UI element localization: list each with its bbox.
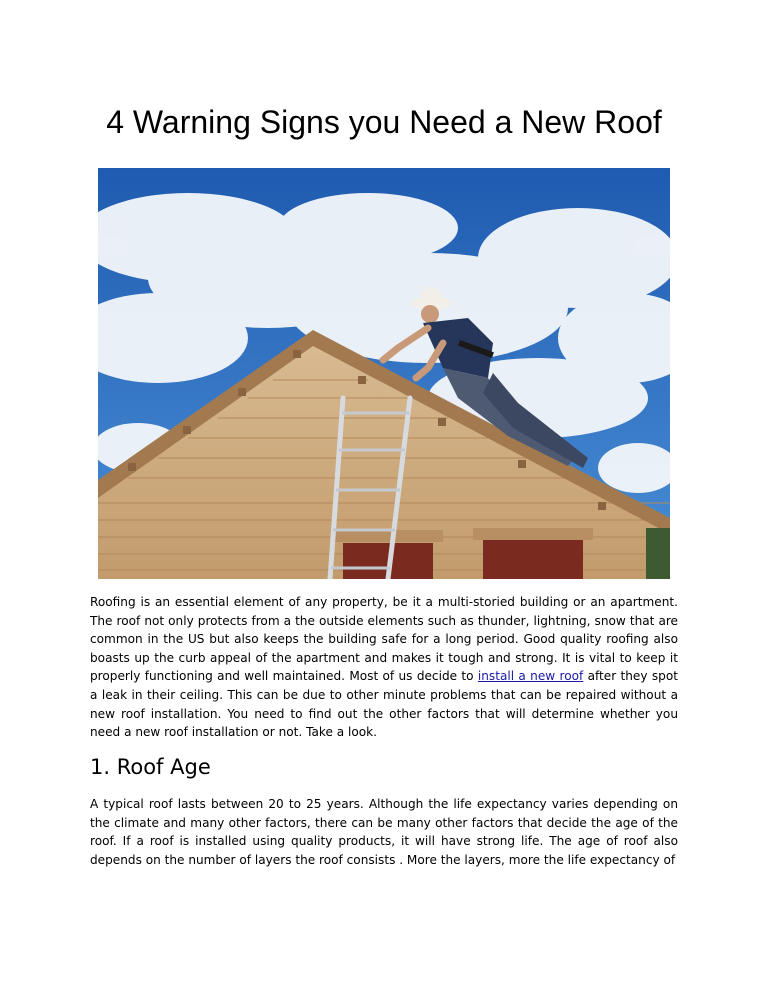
hero-image: [98, 168, 670, 579]
section-heading-roof-age: 1. Roof Age: [90, 755, 211, 779]
page-title: 4 Warning Signs you Need a New Roof: [106, 104, 662, 140]
intro-text-before-link: Roofing is an essential element of any property, be it a multi-storied building or an apartment. The roof not only protects from a the outside elements such as thunder, lightning, snow that are common in the US but also keeps the building safe for a long period. Good quality roofing also boasts up the curb appeal of the apartment and makes it tough and strong. It is vital to keep it properly functioning and well maintained. Most of us decide to: [90, 595, 678, 684]
install-new-roof-link[interactable]: install a new roof: [477, 669, 584, 684]
intro-text-after-link: after they spot a leak in their ceiling. This can be due to other minute problems that can be repaired without a new roof installation. You need to find out the other factors that will determine whether you need a new roof installation or not. Take a look.: [90, 669, 678, 740]
roof-age-paragraph: A typical roof lasts between 20 to 25 years. Although the life expectancy varies depending on the climate and many other factors, there can be many other factors that decide the age of the roof. If a roof is installed using quality products, it will have strong life. The age of roof also depends on the number of layers the roof consists . More the layers, more the life expectancy of: [90, 797, 678, 867]
intro-paragraph: [90, 593, 678, 742]
roof-worker-photo: [98, 168, 670, 579]
